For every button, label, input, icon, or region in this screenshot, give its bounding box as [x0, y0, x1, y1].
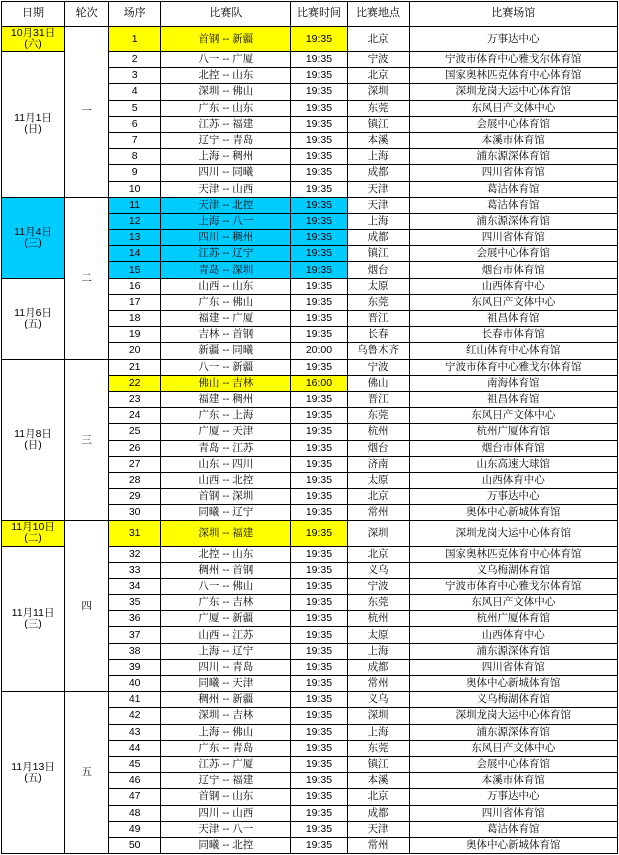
- match-cell: 上海 -- 稠州: [161, 149, 291, 165]
- venue-cell: 国家奥林匹克体育中心体育馆: [409, 68, 617, 84]
- time-cell: 19:35: [291, 472, 347, 488]
- venue-cell: 会展中心体育馆: [409, 116, 617, 132]
- match-cell: 首钢 -- 山东: [161, 789, 291, 805]
- date-cell: 11月8日 (日): [2, 359, 65, 521]
- match-cell: 北控 -- 山东: [161, 68, 291, 84]
- match-cell: 吉林 -- 首钢: [161, 327, 291, 343]
- match-cell: 四川 -- 稠州: [161, 230, 291, 246]
- date-cell: 11月13日 (五): [2, 692, 65, 854]
- order-cell: 46: [109, 773, 161, 789]
- match-cell: 同曦 -- 辽宁: [161, 505, 291, 521]
- match-cell: 天津 -- 八一: [161, 821, 291, 837]
- location-cell: 天津: [347, 181, 409, 197]
- time-cell: 19:35: [291, 262, 347, 278]
- header-location: 比赛地点: [347, 2, 409, 27]
- location-cell: 杭州: [347, 611, 409, 627]
- location-cell: 北京: [347, 27, 409, 52]
- order-cell: 26: [109, 440, 161, 456]
- match-cell: 新疆 -- 同曦: [161, 343, 291, 359]
- venue-cell: 浦东源深体育馆: [409, 149, 617, 165]
- time-cell: 16:00: [291, 375, 347, 391]
- venue-cell: 葛沽体育馆: [409, 181, 617, 197]
- venue-cell: 祖昌体育馆: [409, 311, 617, 327]
- time-cell: 19:35: [291, 578, 347, 594]
- order-cell: 49: [109, 821, 161, 837]
- order-cell: 31: [109, 521, 161, 546]
- order-cell: 16: [109, 278, 161, 294]
- venue-cell: 深圳龙岗大运中心体育馆: [409, 84, 617, 100]
- time-cell: 19:35: [291, 408, 347, 424]
- venue-cell: 葛沽体育馆: [409, 821, 617, 837]
- venue-cell: 宁波市体育中心雅戈尔体育馆: [409, 52, 617, 68]
- order-cell: 23: [109, 391, 161, 407]
- order-cell: 18: [109, 311, 161, 327]
- order-cell: 48: [109, 805, 161, 821]
- venue-cell: 四川省体育馆: [409, 230, 617, 246]
- match-cell: 上海 -- 佛山: [161, 724, 291, 740]
- match-cell: 上海 -- 辽宁: [161, 643, 291, 659]
- time-cell: 19:35: [291, 724, 347, 740]
- venue-cell: 浦东源深体育馆: [409, 643, 617, 659]
- venue-cell: 烟台市体育馆: [409, 262, 617, 278]
- time-cell: 19:35: [291, 391, 347, 407]
- location-cell: 义乌: [347, 562, 409, 578]
- order-cell: 40: [109, 676, 161, 692]
- location-cell: 东莞: [347, 740, 409, 756]
- order-cell: 47: [109, 789, 161, 805]
- location-cell: 成都: [347, 230, 409, 246]
- time-cell: 20:00: [291, 343, 347, 359]
- match-cell: 稠州 -- 首钢: [161, 562, 291, 578]
- header-venue: 比赛场馆: [409, 2, 617, 27]
- time-cell: 19:35: [291, 595, 347, 611]
- time-cell: 19:35: [291, 773, 347, 789]
- time-cell: 19:35: [291, 489, 347, 505]
- time-cell: 19:35: [291, 505, 347, 521]
- order-cell: 8: [109, 149, 161, 165]
- order-cell: 21: [109, 359, 161, 375]
- order-cell: 27: [109, 456, 161, 472]
- match-cell: 天津 -- 山西: [161, 181, 291, 197]
- round-cell: 四: [65, 521, 109, 692]
- date-cell: 11月4日 (三): [2, 197, 65, 278]
- match-cell: 四川 -- 同曦: [161, 165, 291, 181]
- round-cell: 一: [65, 27, 109, 198]
- order-cell: 13: [109, 230, 161, 246]
- match-cell: 首钢 -- 新疆: [161, 27, 291, 52]
- venue-cell: 东风日产文体中心: [409, 294, 617, 310]
- match-cell: 山西 -- 北控: [161, 472, 291, 488]
- location-cell: 成都: [347, 805, 409, 821]
- location-cell: 本溪: [347, 773, 409, 789]
- match-cell: 稠州 -- 新疆: [161, 692, 291, 708]
- header-date: 日期: [2, 2, 65, 27]
- order-cell: 30: [109, 505, 161, 521]
- location-cell: 烟台: [347, 440, 409, 456]
- time-cell: 19:35: [291, 708, 347, 724]
- venue-cell: 葛沽体育馆: [409, 197, 617, 213]
- time-cell: 19:35: [291, 456, 347, 472]
- location-cell: 太原: [347, 627, 409, 643]
- table-row: [2, 692, 618, 708]
- time-cell: 19:35: [291, 68, 347, 84]
- location-cell: 天津: [347, 197, 409, 213]
- time-cell: 19:35: [291, 327, 347, 343]
- venue-cell: 万事达中心: [409, 489, 617, 505]
- venue-cell: 东风日产文体中心: [409, 100, 617, 116]
- order-cell: 9: [109, 165, 161, 181]
- order-cell: 1: [109, 27, 161, 52]
- location-cell: 长春: [347, 327, 409, 343]
- time-cell: 19:35: [291, 676, 347, 692]
- location-cell: 宁波: [347, 52, 409, 68]
- order-cell: 44: [109, 740, 161, 756]
- match-cell: 同曦 -- 天津: [161, 676, 291, 692]
- location-cell: 佛山: [347, 375, 409, 391]
- order-cell: 41: [109, 692, 161, 708]
- venue-cell: 奥体中心新城体育馆: [409, 505, 617, 521]
- order-cell: 4: [109, 84, 161, 100]
- time-cell: 19:35: [291, 149, 347, 165]
- location-cell: 东莞: [347, 100, 409, 116]
- order-cell: 50: [109, 837, 161, 853]
- match-cell: 广东 -- 山东: [161, 100, 291, 116]
- location-cell: 深圳: [347, 521, 409, 546]
- venue-cell: 会展中心体育馆: [409, 246, 617, 262]
- time-cell: 19:35: [291, 740, 347, 756]
- round-cell: 二: [65, 197, 109, 359]
- venue-cell: 深圳龙岗大运中心体育馆: [409, 521, 617, 546]
- time-cell: 19:35: [291, 311, 347, 327]
- venue-cell: 宁波市体育中心雅戈尔体育馆: [409, 359, 617, 375]
- location-cell: 济南: [347, 456, 409, 472]
- match-cell: 广东 -- 吉林: [161, 595, 291, 611]
- venue-cell: 东风日产文体中心: [409, 408, 617, 424]
- time-cell: 19:35: [291, 359, 347, 375]
- venue-cell: 杭州广厦体育馆: [409, 611, 617, 627]
- venue-cell: 深圳龙岗大运中心体育馆: [409, 708, 617, 724]
- order-cell: 34: [109, 578, 161, 594]
- location-cell: 成都: [347, 659, 409, 675]
- time-cell: 19:35: [291, 692, 347, 708]
- time-cell: 19:35: [291, 278, 347, 294]
- time-cell: 19:35: [291, 100, 347, 116]
- time-cell: 19:35: [291, 627, 347, 643]
- location-cell: 杭州: [347, 424, 409, 440]
- match-cell: 广东 -- 佛山: [161, 294, 291, 310]
- location-cell: 深圳: [347, 84, 409, 100]
- header-round: 轮次: [65, 2, 109, 27]
- time-cell: 19:35: [291, 116, 347, 132]
- location-cell: 镇江: [347, 246, 409, 262]
- venue-cell: 东风日产文体中心: [409, 595, 617, 611]
- venue-cell: 烟台市体育馆: [409, 440, 617, 456]
- match-cell: 四川 -- 青岛: [161, 659, 291, 675]
- location-cell: 常州: [347, 505, 409, 521]
- order-cell: 32: [109, 546, 161, 562]
- location-cell: 本溪: [347, 132, 409, 148]
- location-cell: 镇江: [347, 756, 409, 772]
- order-cell: 20: [109, 343, 161, 359]
- order-cell: 6: [109, 116, 161, 132]
- time-cell: 19:35: [291, 197, 347, 213]
- table-row: [2, 27, 618, 52]
- date-cell: 11月10日 (二): [2, 521, 65, 546]
- location-cell: 北京: [347, 789, 409, 805]
- order-cell: 38: [109, 643, 161, 659]
- schedule-table: [1, 1, 618, 854]
- match-cell: 辽宁 -- 青岛: [161, 132, 291, 148]
- location-cell: 上海: [347, 724, 409, 740]
- venue-cell: 本溪市体育馆: [409, 132, 617, 148]
- venue-cell: 山西体育中心: [409, 627, 617, 643]
- location-cell: 东莞: [347, 408, 409, 424]
- order-cell: 10: [109, 181, 161, 197]
- match-cell: 深圳 -- 吉林: [161, 708, 291, 724]
- location-cell: 烟台: [347, 262, 409, 278]
- match-cell: 广东 -- 青岛: [161, 740, 291, 756]
- match-cell: 山东 -- 四川: [161, 456, 291, 472]
- match-cell: 辽宁 -- 福建: [161, 773, 291, 789]
- location-cell: 常州: [347, 837, 409, 853]
- order-cell: 35: [109, 595, 161, 611]
- header-time: 比赛时间: [291, 2, 347, 27]
- time-cell: 19:35: [291, 27, 347, 52]
- location-cell: 镇江: [347, 116, 409, 132]
- venue-cell: 宁波市体育中心雅戈尔体育馆: [409, 578, 617, 594]
- match-cell: 福建 -- 稠州: [161, 391, 291, 407]
- schedule-body: [2, 27, 618, 854]
- venue-cell: 长春市体育馆: [409, 327, 617, 343]
- time-cell: 19:35: [291, 805, 347, 821]
- order-cell: 5: [109, 100, 161, 116]
- location-cell: 北京: [347, 546, 409, 562]
- time-cell: 19:35: [291, 837, 347, 853]
- location-cell: 北京: [347, 68, 409, 84]
- match-cell: 八一 -- 广厦: [161, 52, 291, 68]
- location-cell: 义乌: [347, 692, 409, 708]
- venue-cell: 义乌梅湖体育馆: [409, 562, 617, 578]
- order-cell: 28: [109, 472, 161, 488]
- time-cell: 19:35: [291, 294, 347, 310]
- venue-cell: 万事达中心: [409, 789, 617, 805]
- order-cell: 39: [109, 659, 161, 675]
- location-cell: 上海: [347, 149, 409, 165]
- location-cell: 东莞: [347, 294, 409, 310]
- venue-cell: 四川省体育馆: [409, 805, 617, 821]
- match-cell: 佛山 -- 吉林: [161, 375, 291, 391]
- venue-cell: 山东高速大球馆: [409, 456, 617, 472]
- match-cell: 深圳 -- 福建: [161, 521, 291, 546]
- location-cell: 晋江: [347, 311, 409, 327]
- date-cell: 10月31日 (六): [2, 27, 65, 52]
- venue-cell: 会展中心体育馆: [409, 756, 617, 772]
- order-cell: 7: [109, 132, 161, 148]
- header-order: 场序: [109, 2, 161, 27]
- table-header-row: [2, 2, 618, 27]
- time-cell: 19:35: [291, 643, 347, 659]
- date-cell: 11月1日 (日): [2, 52, 65, 198]
- order-cell: 3: [109, 68, 161, 84]
- time-cell: 19:35: [291, 659, 347, 675]
- date-cell: 11月6日 (五): [2, 278, 65, 359]
- location-cell: 常州: [347, 676, 409, 692]
- table-row: [2, 359, 618, 375]
- venue-cell: 南海体育馆: [409, 375, 617, 391]
- time-cell: 19:35: [291, 562, 347, 578]
- match-cell: 天津 -- 北控: [161, 197, 291, 213]
- match-cell: 同曦 -- 北控: [161, 837, 291, 853]
- order-cell: 15: [109, 262, 161, 278]
- location-cell: 太原: [347, 472, 409, 488]
- match-cell: 广东 -- 上海: [161, 408, 291, 424]
- location-cell: 天津: [347, 821, 409, 837]
- location-cell: 太原: [347, 278, 409, 294]
- order-cell: 29: [109, 489, 161, 505]
- match-cell: 青岛 -- 江苏: [161, 440, 291, 456]
- venue-cell: 万事达中心: [409, 27, 617, 52]
- match-cell: 江苏 -- 辽宁: [161, 246, 291, 262]
- venue-cell: 浦东源深体育馆: [409, 213, 617, 229]
- venue-cell: 奥体中心新城体育馆: [409, 676, 617, 692]
- location-cell: 深圳: [347, 708, 409, 724]
- time-cell: 19:35: [291, 84, 347, 100]
- location-cell: 东莞: [347, 595, 409, 611]
- table-row: [2, 521, 618, 546]
- time-cell: 19:35: [291, 611, 347, 627]
- location-cell: 宁波: [347, 359, 409, 375]
- venue-cell: 义乌梅湖体育馆: [409, 692, 617, 708]
- order-cell: 33: [109, 562, 161, 578]
- order-cell: 36: [109, 611, 161, 627]
- match-cell: 上海 -- 八一: [161, 213, 291, 229]
- match-cell: 八一 -- 佛山: [161, 578, 291, 594]
- match-cell: 首钢 -- 深圳: [161, 489, 291, 505]
- match-cell: 深圳 -- 佛山: [161, 84, 291, 100]
- time-cell: 19:35: [291, 424, 347, 440]
- location-cell: 成都: [347, 165, 409, 181]
- header-teams: 比赛队: [161, 2, 291, 27]
- location-cell: 上海: [347, 213, 409, 229]
- round-cell: 三: [65, 359, 109, 521]
- location-cell: 宁波: [347, 578, 409, 594]
- date-cell: 11月11日 (三): [2, 546, 65, 692]
- table-row: [2, 197, 618, 213]
- order-cell: 14: [109, 246, 161, 262]
- venue-cell: 浦东源深体育馆: [409, 724, 617, 740]
- venue-cell: 奥体中心新城体育馆: [409, 837, 617, 853]
- time-cell: 19:35: [291, 440, 347, 456]
- time-cell: 19:35: [291, 521, 347, 546]
- time-cell: 19:35: [291, 52, 347, 68]
- time-cell: 19:35: [291, 246, 347, 262]
- time-cell: 19:35: [291, 756, 347, 772]
- venue-cell: 本溪市体育馆: [409, 773, 617, 789]
- time-cell: 19:35: [291, 132, 347, 148]
- venue-cell: 山西体育中心: [409, 278, 617, 294]
- venue-cell: 国家奥林匹克体育中心体育馆: [409, 546, 617, 562]
- time-cell: 19:35: [291, 789, 347, 805]
- round-cell: 五: [65, 692, 109, 854]
- match-cell: 北控 -- 山东: [161, 546, 291, 562]
- venue-cell: 祖昌体育馆: [409, 391, 617, 407]
- order-cell: 22: [109, 375, 161, 391]
- time-cell: 19:35: [291, 821, 347, 837]
- order-cell: 24: [109, 408, 161, 424]
- location-cell: 晋江: [347, 391, 409, 407]
- match-cell: 青岛 -- 深圳: [161, 262, 291, 278]
- match-cell: 广厦 -- 天津: [161, 424, 291, 440]
- venue-cell: 四川省体育馆: [409, 165, 617, 181]
- time-cell: 19:35: [291, 546, 347, 562]
- match-cell: 山西 -- 江苏: [161, 627, 291, 643]
- venue-cell: 东风日产文体中心: [409, 740, 617, 756]
- order-cell: 43: [109, 724, 161, 740]
- match-cell: 江苏 -- 广厦: [161, 756, 291, 772]
- order-cell: 12: [109, 213, 161, 229]
- order-cell: 45: [109, 756, 161, 772]
- match-cell: 四川 -- 山西: [161, 805, 291, 821]
- venue-cell: 杭州广厦体育馆: [409, 424, 617, 440]
- order-cell: 17: [109, 294, 161, 310]
- time-cell: 19:35: [291, 165, 347, 181]
- location-cell: 乌鲁木齐: [347, 343, 409, 359]
- order-cell: 19: [109, 327, 161, 343]
- match-cell: 福建 -- 广厦: [161, 311, 291, 327]
- match-cell: 广厦 -- 新疆: [161, 611, 291, 627]
- location-cell: 北京: [347, 489, 409, 505]
- match-cell: 八一 -- 新疆: [161, 359, 291, 375]
- time-cell: 19:35: [291, 230, 347, 246]
- venue-cell: 四川省体育馆: [409, 659, 617, 675]
- match-cell: 江苏 -- 福建: [161, 116, 291, 132]
- order-cell: 2: [109, 52, 161, 68]
- venue-cell: 山西体育中心: [409, 472, 617, 488]
- order-cell: 25: [109, 424, 161, 440]
- order-cell: 11: [109, 197, 161, 213]
- venue-cell: 红山体育中心体育馆: [409, 343, 617, 359]
- time-cell: 19:35: [291, 213, 347, 229]
- order-cell: 42: [109, 708, 161, 724]
- order-cell: 37: [109, 627, 161, 643]
- time-cell: 19:35: [291, 181, 347, 197]
- match-cell: 山西 -- 山东: [161, 278, 291, 294]
- location-cell: 上海: [347, 643, 409, 659]
